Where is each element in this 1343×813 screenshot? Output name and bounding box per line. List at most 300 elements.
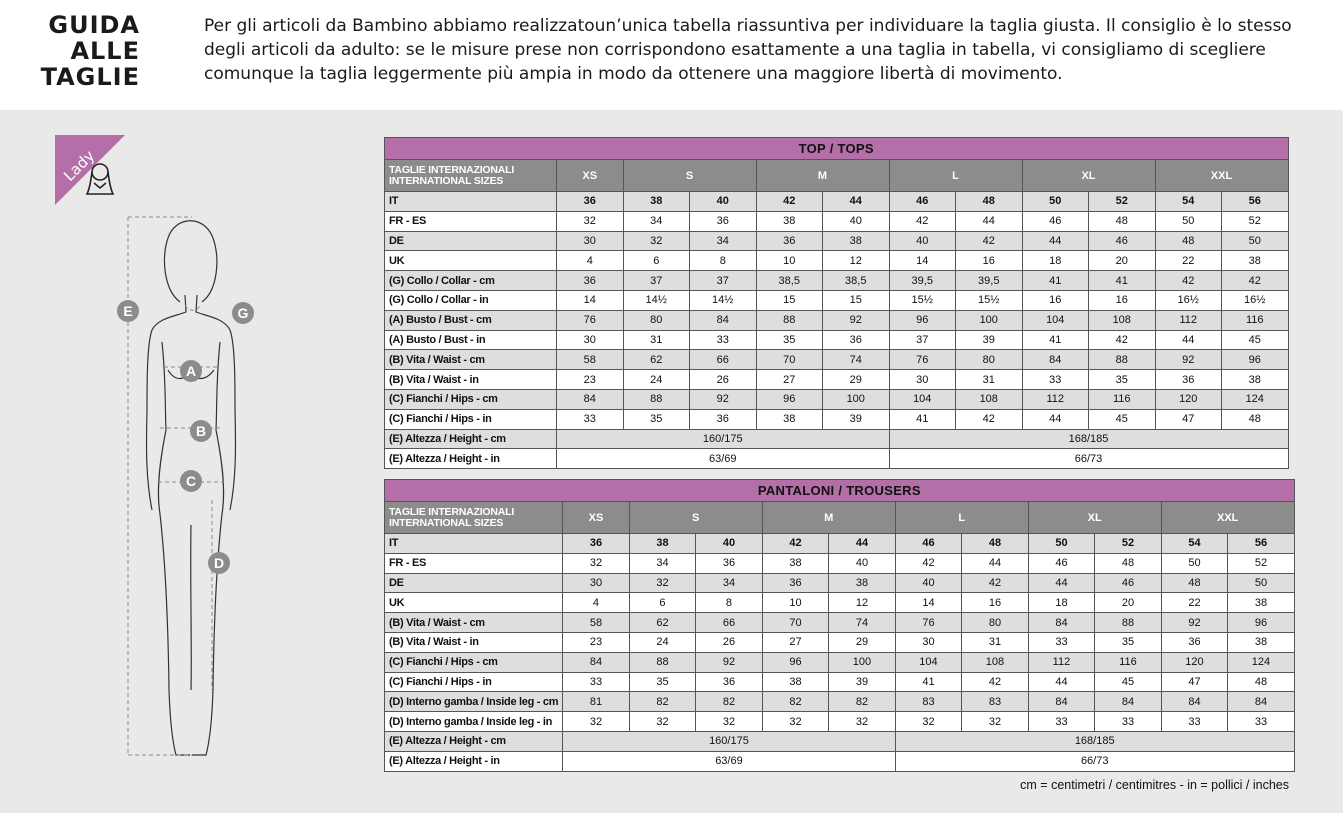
size-value-cell: 38 bbox=[629, 534, 696, 554]
size-value-cell: 30 bbox=[563, 573, 630, 593]
size-value-cell: 84 bbox=[1161, 692, 1228, 712]
size-header-xl: XL bbox=[1028, 502, 1161, 534]
size-value-cell: 35 bbox=[1095, 632, 1162, 652]
size-value-cell: 80 bbox=[962, 613, 1029, 633]
size-value-cell: 36 bbox=[823, 330, 890, 350]
row-label: (E) Altezza / Height - cm bbox=[385, 429, 557, 449]
size-value-cell: 112 bbox=[1022, 389, 1089, 409]
size-value-cell: 48 bbox=[1155, 231, 1222, 251]
size-value-cell: 47 bbox=[1155, 409, 1222, 429]
international-sizes-label: TAGLIE INTERNAZIONALI INTERNATIONAL SIZES bbox=[385, 502, 563, 534]
size-header-s: S bbox=[629, 502, 762, 534]
size-value-cell: 100 bbox=[823, 389, 890, 409]
size-value-cell: 124 bbox=[1222, 389, 1289, 409]
size-value-cell: 42 bbox=[962, 573, 1029, 593]
table-row bbox=[385, 409, 1289, 429]
size-value-cell: 46 bbox=[1022, 211, 1089, 231]
size-value-cell: 80 bbox=[623, 310, 690, 330]
size-value-cell: 42 bbox=[956, 409, 1023, 429]
size-value-cell: 38 bbox=[762, 553, 829, 573]
table-row bbox=[385, 211, 1289, 231]
size-value-cell: 36 bbox=[563, 534, 630, 554]
size-header-xs: XS bbox=[563, 502, 630, 534]
size-value-cell: 84 bbox=[1095, 692, 1162, 712]
row-label: (A) Busto / Bust - in bbox=[385, 330, 557, 350]
international-sizes-label: TAGLIE INTERNAZIONALI INTERNATIONAL SIZES bbox=[385, 160, 557, 192]
size-value-cell: 29 bbox=[829, 632, 896, 652]
size-value-cell: 88 bbox=[1095, 613, 1162, 633]
size-value-cell: 74 bbox=[829, 613, 896, 633]
size-header-s: S bbox=[623, 160, 756, 192]
size-value-cell: 38 bbox=[829, 573, 896, 593]
size-value-cell: 4 bbox=[563, 593, 630, 613]
row-label: (B) Vita / Waist - cm bbox=[385, 350, 557, 370]
size-value-cell: 12 bbox=[823, 251, 890, 271]
row-label: (G) Collo / Collar - in bbox=[385, 290, 557, 310]
size-value-cell: 48 bbox=[1089, 211, 1156, 231]
row-label: IT bbox=[385, 534, 563, 554]
size-value-cell: 32 bbox=[962, 712, 1029, 732]
size-value-cell: 83 bbox=[962, 692, 1029, 712]
size-value-cell: 100 bbox=[956, 310, 1023, 330]
size-value-cell: 42 bbox=[1155, 271, 1222, 291]
size-header-xl: XL bbox=[1022, 160, 1155, 192]
size-value-cell: 40 bbox=[895, 573, 962, 593]
size-value-cell: 36 bbox=[696, 672, 763, 692]
size-value-cell: 31 bbox=[623, 330, 690, 350]
size-header-xxl: XXL bbox=[1161, 502, 1294, 534]
row-label: (B) Vita / Waist - in bbox=[385, 370, 557, 390]
size-value-cell: 33 bbox=[557, 409, 624, 429]
size-value-cell: 14½ bbox=[623, 290, 690, 310]
height-row bbox=[385, 731, 1295, 751]
size-value-cell: 31 bbox=[956, 370, 1023, 390]
size-value-cell: 92 bbox=[1155, 350, 1222, 370]
size-value-cell: 58 bbox=[557, 350, 624, 370]
size-value-cell: 84 bbox=[1022, 350, 1089, 370]
size-value-cell: 30 bbox=[557, 231, 624, 251]
size-value-cell: 62 bbox=[623, 350, 690, 370]
size-value-cell: 41 bbox=[889, 409, 956, 429]
size-value-cell: 33 bbox=[1095, 712, 1162, 732]
size-value-cell: 29 bbox=[823, 370, 890, 390]
size-value-cell: 38,5 bbox=[823, 271, 890, 291]
size-value-cell: 23 bbox=[557, 370, 624, 390]
size-value-cell: 108 bbox=[956, 389, 1023, 409]
size-value-cell: 42 bbox=[1089, 330, 1156, 350]
size-value-cell: 48 bbox=[962, 534, 1029, 554]
size-value-cell: 96 bbox=[1222, 350, 1289, 370]
size-value-cell: 46 bbox=[889, 192, 956, 212]
size-value-cell: 35 bbox=[756, 330, 823, 350]
size-value-cell: 50 bbox=[1161, 553, 1228, 573]
logo bbox=[36, 12, 140, 90]
table-row bbox=[385, 553, 1295, 573]
table-row bbox=[385, 573, 1295, 593]
size-value-cell: 88 bbox=[756, 310, 823, 330]
size-value-cell: 120 bbox=[1155, 389, 1222, 409]
size-value-cell: 39,5 bbox=[956, 271, 1023, 291]
size-value-cell: 88 bbox=[629, 652, 696, 672]
table-row bbox=[385, 712, 1295, 732]
row-label: (C) Fianchi / Hips - in bbox=[385, 409, 557, 429]
table-row bbox=[385, 330, 1289, 350]
svg-text:C: C bbox=[185, 473, 197, 489]
table-row bbox=[385, 593, 1295, 613]
size-value-cell: 36 bbox=[756, 231, 823, 251]
size-value-cell: 70 bbox=[762, 613, 829, 633]
size-value-cell: 26 bbox=[696, 632, 763, 652]
row-label: FR - ES bbox=[385, 553, 563, 573]
size-value-cell: 41 bbox=[1022, 330, 1089, 350]
size-value-cell: 48 bbox=[1095, 553, 1162, 573]
size-value-cell: 48 bbox=[1161, 573, 1228, 593]
svg-text:G: G bbox=[237, 305, 249, 321]
size-value-cell: 14 bbox=[895, 593, 962, 613]
size-value-cell: 34 bbox=[623, 211, 690, 231]
size-value-cell: 10 bbox=[756, 251, 823, 271]
size-value-cell: 81 bbox=[563, 692, 630, 712]
size-value-cell: 36 bbox=[1161, 632, 1228, 652]
size-value-cell: 27 bbox=[756, 370, 823, 390]
size-value-cell: 14½ bbox=[690, 290, 757, 310]
size-value-cell: 32 bbox=[557, 211, 624, 231]
size-value-cell: 76 bbox=[895, 613, 962, 633]
row-label: FR - ES bbox=[385, 211, 557, 231]
height-row bbox=[385, 449, 1289, 469]
size-value-cell: 52 bbox=[1095, 534, 1162, 554]
logo-line: TAGLIE bbox=[40, 63, 140, 91]
size-value-cell: 84 bbox=[563, 652, 630, 672]
size-value-cell: 36 bbox=[762, 573, 829, 593]
size-value-cell: 32 bbox=[895, 712, 962, 732]
size-value-cell: 96 bbox=[762, 652, 829, 672]
size-value-cell: 54 bbox=[1161, 534, 1228, 554]
size-value-cell: 40 bbox=[829, 553, 896, 573]
size-value-cell: 23 bbox=[563, 632, 630, 652]
size-value-cell: 46 bbox=[1028, 553, 1095, 573]
height-range-cell: 168/185 bbox=[889, 429, 1288, 449]
size-value-cell: 22 bbox=[1161, 593, 1228, 613]
tops-size-table bbox=[384, 137, 1289, 469]
table-row bbox=[385, 192, 1289, 212]
size-value-cell: 32 bbox=[829, 712, 896, 732]
size-value-cell: 66 bbox=[696, 613, 763, 633]
row-label: (C) Fianchi / Hips - cm bbox=[385, 652, 563, 672]
trousers-size-table bbox=[384, 479, 1295, 772]
size-value-cell: 108 bbox=[1089, 310, 1156, 330]
size-value-cell: 16½ bbox=[1222, 290, 1289, 310]
size-value-cell: 52 bbox=[1089, 192, 1156, 212]
size-value-cell: 41 bbox=[895, 672, 962, 692]
size-value-cell: 40 bbox=[823, 211, 890, 231]
size-value-cell: 42 bbox=[956, 231, 1023, 251]
size-value-cell: 56 bbox=[1228, 534, 1295, 554]
size-value-cell: 45 bbox=[1095, 672, 1162, 692]
size-value-cell: 30 bbox=[895, 632, 962, 652]
size-value-cell: 116 bbox=[1089, 389, 1156, 409]
size-value-cell: 44 bbox=[1028, 672, 1095, 692]
size-value-cell: 33 bbox=[1028, 632, 1095, 652]
size-value-cell: 96 bbox=[756, 389, 823, 409]
size-value-cell: 30 bbox=[889, 370, 956, 390]
size-value-cell: 38 bbox=[823, 231, 890, 251]
size-value-cell: 32 bbox=[762, 712, 829, 732]
logo-line: GUIDA bbox=[48, 11, 140, 39]
size-value-cell: 45 bbox=[1089, 409, 1156, 429]
size-value-cell: 66 bbox=[690, 350, 757, 370]
size-value-cell: 38 bbox=[1222, 251, 1289, 271]
table-row bbox=[385, 231, 1289, 251]
size-value-cell: 112 bbox=[1028, 652, 1095, 672]
svg-text:D: D bbox=[213, 555, 225, 571]
units-footnote: cm = centimetri / centimitres - in = pollici / inches bbox=[1020, 778, 1289, 792]
svg-text:B: B bbox=[195, 423, 207, 439]
row-label: (C) Fianchi / Hips - cm bbox=[385, 389, 557, 409]
row-label: UK bbox=[385, 251, 557, 271]
size-value-cell: 38 bbox=[1222, 370, 1289, 390]
size-value-cell: 116 bbox=[1222, 310, 1289, 330]
size-value-cell: 84 bbox=[1228, 692, 1295, 712]
size-value-cell: 92 bbox=[696, 652, 763, 672]
table-row bbox=[385, 310, 1289, 330]
size-value-cell: 96 bbox=[889, 310, 956, 330]
size-value-cell: 108 bbox=[962, 652, 1029, 672]
size-value-cell: 56 bbox=[1222, 192, 1289, 212]
size-value-cell: 16 bbox=[1089, 290, 1156, 310]
table-row bbox=[385, 370, 1289, 390]
size-value-cell: 62 bbox=[629, 613, 696, 633]
size-value-cell: 41 bbox=[1089, 271, 1156, 291]
intro-text: Per gli articoli da Bambino abbiamo realizzatoun’unica tabella riassuntiva per individuare la taglia giusta. Il consiglio è lo stesso degli articoli da adulto: se le misure prese non corrispondono esattamente a una taglia in tabella, vi consigliamo di scegliere comunque la taglia leggermente più ampia in modo da ottenere una maggiore libertà di movimento. bbox=[204, 16, 1292, 84]
row-label: (B) Vita / Waist - cm bbox=[385, 613, 563, 633]
size-value-cell: 104 bbox=[889, 389, 956, 409]
size-value-cell: 14 bbox=[889, 251, 956, 271]
size-value-cell: 44 bbox=[1022, 409, 1089, 429]
size-value-cell: 50 bbox=[1228, 573, 1295, 593]
size-value-cell: 116 bbox=[1095, 652, 1162, 672]
row-label: (B) Vita / Waist - in bbox=[385, 632, 563, 652]
size-value-cell: 82 bbox=[829, 692, 896, 712]
size-value-cell: 38 bbox=[756, 211, 823, 231]
row-label: (G) Collo / Collar - cm bbox=[385, 271, 557, 291]
size-value-cell: 104 bbox=[895, 652, 962, 672]
row-label: (E) Altezza / Height - in bbox=[385, 449, 557, 469]
size-value-cell: 70 bbox=[756, 350, 823, 370]
size-value-cell: 35 bbox=[629, 672, 696, 692]
size-value-cell: 46 bbox=[1089, 231, 1156, 251]
size-value-cell: 32 bbox=[629, 712, 696, 732]
size-value-cell: 39 bbox=[823, 409, 890, 429]
size-value-cell: 39,5 bbox=[889, 271, 956, 291]
size-value-cell: 88 bbox=[1089, 350, 1156, 370]
size-value-cell: 82 bbox=[629, 692, 696, 712]
size-value-cell: 50 bbox=[1022, 192, 1089, 212]
size-value-cell: 36 bbox=[690, 211, 757, 231]
size-value-cell: 52 bbox=[1228, 553, 1295, 573]
size-value-cell: 16 bbox=[962, 593, 1029, 613]
size-value-cell: 33 bbox=[1022, 370, 1089, 390]
svg-text:E: E bbox=[123, 303, 133, 319]
table-row bbox=[385, 652, 1295, 672]
size-value-cell: 33 bbox=[563, 672, 630, 692]
size-value-cell: 4 bbox=[557, 251, 624, 271]
size-value-cell: 80 bbox=[956, 350, 1023, 370]
size-value-cell: 38 bbox=[1228, 593, 1295, 613]
row-label: (A) Busto / Bust - cm bbox=[385, 310, 557, 330]
size-header-m: M bbox=[762, 502, 895, 534]
size-value-cell: 36 bbox=[557, 271, 624, 291]
size-value-cell: 32 bbox=[623, 231, 690, 251]
size-value-cell: 35 bbox=[623, 409, 690, 429]
size-value-cell: 50 bbox=[1155, 211, 1222, 231]
size-value-cell: 39 bbox=[829, 672, 896, 692]
size-value-cell: 38 bbox=[623, 192, 690, 212]
table-title: PANTALONI / TROUSERS bbox=[385, 480, 1295, 502]
size-value-cell: 36 bbox=[557, 192, 624, 212]
size-value-cell: 10 bbox=[762, 593, 829, 613]
size-value-cell: 58 bbox=[563, 613, 630, 633]
size-value-cell: 44 bbox=[823, 192, 890, 212]
svg-text:A: A bbox=[185, 363, 197, 379]
size-value-cell: 45 bbox=[1222, 330, 1289, 350]
size-value-cell: 42 bbox=[756, 192, 823, 212]
size-value-cell: 42 bbox=[1222, 271, 1289, 291]
size-value-cell: 16½ bbox=[1155, 290, 1222, 310]
size-value-cell: 84 bbox=[557, 389, 624, 409]
size-value-cell: 15½ bbox=[889, 290, 956, 310]
size-value-cell: 32 bbox=[563, 712, 630, 732]
size-value-cell: 12 bbox=[829, 593, 896, 613]
size-value-cell: 83 bbox=[895, 692, 962, 712]
size-value-cell: 36 bbox=[1155, 370, 1222, 390]
size-value-cell: 42 bbox=[962, 672, 1029, 692]
header bbox=[0, 0, 1343, 110]
size-value-cell: 36 bbox=[696, 553, 763, 573]
size-value-cell: 16 bbox=[1022, 290, 1089, 310]
marker-c-icon bbox=[180, 470, 202, 492]
row-label: (C) Fianchi / Hips - in bbox=[385, 672, 563, 692]
size-header-l: L bbox=[895, 502, 1028, 534]
marker-e-icon bbox=[117, 300, 139, 322]
size-value-cell: 54 bbox=[1155, 192, 1222, 212]
size-value-cell: 39 bbox=[956, 330, 1023, 350]
size-value-cell: 18 bbox=[1028, 593, 1095, 613]
table-row bbox=[385, 251, 1289, 271]
size-value-cell: 38 bbox=[756, 409, 823, 429]
size-value-cell: 41 bbox=[1022, 271, 1089, 291]
size-value-cell: 104 bbox=[1022, 310, 1089, 330]
size-value-cell: 6 bbox=[623, 251, 690, 271]
table-row bbox=[385, 672, 1295, 692]
size-value-cell: 37 bbox=[690, 271, 757, 291]
size-value-cell: 48 bbox=[956, 192, 1023, 212]
size-value-cell: 33 bbox=[1228, 712, 1295, 732]
size-value-cell: 36 bbox=[690, 409, 757, 429]
size-value-cell: 6 bbox=[629, 593, 696, 613]
size-value-cell: 35 bbox=[1089, 370, 1156, 390]
size-value-cell: 100 bbox=[829, 652, 896, 672]
size-value-cell: 20 bbox=[1089, 251, 1156, 271]
size-value-cell: 38 bbox=[762, 672, 829, 692]
size-value-cell: 42 bbox=[889, 211, 956, 231]
size-value-cell: 120 bbox=[1161, 652, 1228, 672]
size-value-cell: 42 bbox=[762, 534, 829, 554]
marker-a-icon bbox=[180, 360, 202, 382]
size-value-cell: 92 bbox=[690, 389, 757, 409]
size-value-cell: 44 bbox=[1155, 330, 1222, 350]
size-value-cell: 112 bbox=[1155, 310, 1222, 330]
size-value-cell: 40 bbox=[690, 192, 757, 212]
size-value-cell: 82 bbox=[762, 692, 829, 712]
table-row bbox=[385, 692, 1295, 712]
size-value-cell: 34 bbox=[629, 553, 696, 573]
size-value-cell: 44 bbox=[829, 534, 896, 554]
size-value-cell: 32 bbox=[696, 712, 763, 732]
size-value-cell: 38 bbox=[1228, 632, 1295, 652]
size-header-xxl: XXL bbox=[1155, 160, 1288, 192]
size-value-cell: 76 bbox=[557, 310, 624, 330]
size-value-cell: 74 bbox=[823, 350, 890, 370]
size-value-cell: 46 bbox=[1095, 573, 1162, 593]
size-value-cell: 8 bbox=[690, 251, 757, 271]
size-value-cell: 84 bbox=[1028, 692, 1095, 712]
size-value-cell: 22 bbox=[1155, 251, 1222, 271]
table-title: TOP / TOPS bbox=[385, 138, 1289, 160]
row-label: (E) Altezza / Height - cm bbox=[385, 731, 563, 751]
size-value-cell: 15½ bbox=[956, 290, 1023, 310]
size-value-cell: 18 bbox=[1022, 251, 1089, 271]
size-value-cell: 92 bbox=[823, 310, 890, 330]
size-value-cell: 48 bbox=[1222, 409, 1289, 429]
size-value-cell: 50 bbox=[1222, 231, 1289, 251]
size-value-cell: 37 bbox=[623, 271, 690, 291]
size-value-cell: 8 bbox=[696, 593, 763, 613]
size-value-cell: 37 bbox=[889, 330, 956, 350]
size-value-cell: 30 bbox=[557, 330, 624, 350]
row-label: (D) Interno gamba / Inside leg - in bbox=[385, 712, 563, 732]
size-header-m: M bbox=[756, 160, 889, 192]
size-value-cell: 15 bbox=[823, 290, 890, 310]
height-row bbox=[385, 429, 1289, 449]
size-value-cell: 31 bbox=[962, 632, 1029, 652]
height-range-cell: 66/73 bbox=[895, 751, 1294, 771]
table-row bbox=[385, 350, 1289, 370]
row-label: (E) Altezza / Height - in bbox=[385, 751, 563, 771]
size-value-cell: 32 bbox=[629, 573, 696, 593]
size-value-cell: 27 bbox=[762, 632, 829, 652]
size-value-cell: 52 bbox=[1222, 211, 1289, 231]
size-value-cell: 42 bbox=[895, 553, 962, 573]
height-range-cell: 66/73 bbox=[889, 449, 1288, 469]
marker-g-icon bbox=[232, 302, 254, 324]
size-value-cell: 32 bbox=[563, 553, 630, 573]
lady-badge-label: Lady bbox=[60, 146, 99, 185]
height-row bbox=[385, 751, 1295, 771]
height-range-cell: 160/175 bbox=[557, 429, 890, 449]
size-value-cell: 34 bbox=[696, 573, 763, 593]
size-value-cell: 88 bbox=[623, 389, 690, 409]
size-value-cell: 26 bbox=[690, 370, 757, 390]
row-label: (D) Interno gamba / Inside leg - cm bbox=[385, 692, 563, 712]
size-value-cell: 44 bbox=[1028, 573, 1095, 593]
size-value-cell: 33 bbox=[1161, 712, 1228, 732]
row-label: UK bbox=[385, 593, 563, 613]
height-range-cell: 63/69 bbox=[563, 751, 896, 771]
size-value-cell: 96 bbox=[1228, 613, 1295, 633]
logo-line: ALLE bbox=[70, 37, 140, 65]
size-value-cell: 24 bbox=[629, 632, 696, 652]
